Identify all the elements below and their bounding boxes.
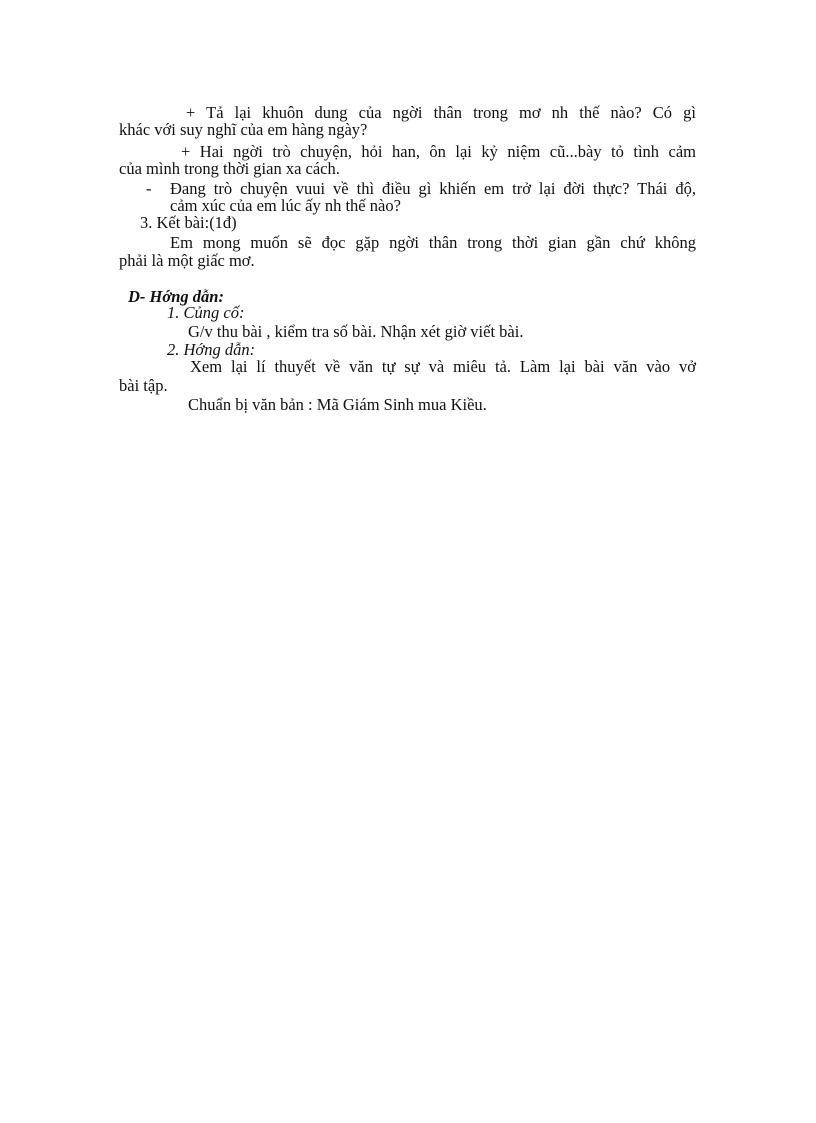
conclusion-line-1: Em mong muốn sẽ đọc gặp ngời thân trong thời gian gần chứ không [170,233,696,252]
prepare-text: Chuẩn bị văn bản : Mã Giám Sinh mua Kiều. [188,395,487,414]
guidance-heading: D- Hớng dẫn: [128,287,224,306]
consolidate-heading: 1. Củng cố: [167,303,245,322]
consolidate-text: G/v thu bài , kiểm tra số bài. Nhận xét giờ viết bài. [188,322,524,341]
conclusion-heading: 3. Kết bài:(1đ) [140,213,237,232]
bullet-face-line-2: khác với suy nghĩ của em hàng ngày? [119,120,368,139]
dash-line-2: cảm xúc của em lúc ấy nh thế nào? [170,196,401,215]
instruct-heading: 2. Hớng dẫn: [167,340,256,359]
bullet-talk-line-2: của mình trong thời gian xa cách. [119,159,340,178]
instruct-line-2: bài tập. [119,376,168,395]
conclusion-line-2: phải là một giấc mơ. [119,251,255,270]
dash-line-1: Đang trò chuyện vuui về thì điều gì khiến em trở lại đời thực? Thái độ, [170,179,696,198]
instruct-line-1: Xem lại lí thuyết về văn tự sự và miêu tả. Làm lại bài văn vào vở [190,357,696,376]
bullet-face-line-1: + Tả lại khuôn dung của ngời thân trong mơ nh thế nào? Có gì [186,103,696,122]
dash-marker: - [146,179,152,198]
bullet-talk-line-1: + Hai ngời trò chuyện, hỏi han, ôn lại kỷ niệm cũ...bày tỏ tình cảm [181,142,696,161]
